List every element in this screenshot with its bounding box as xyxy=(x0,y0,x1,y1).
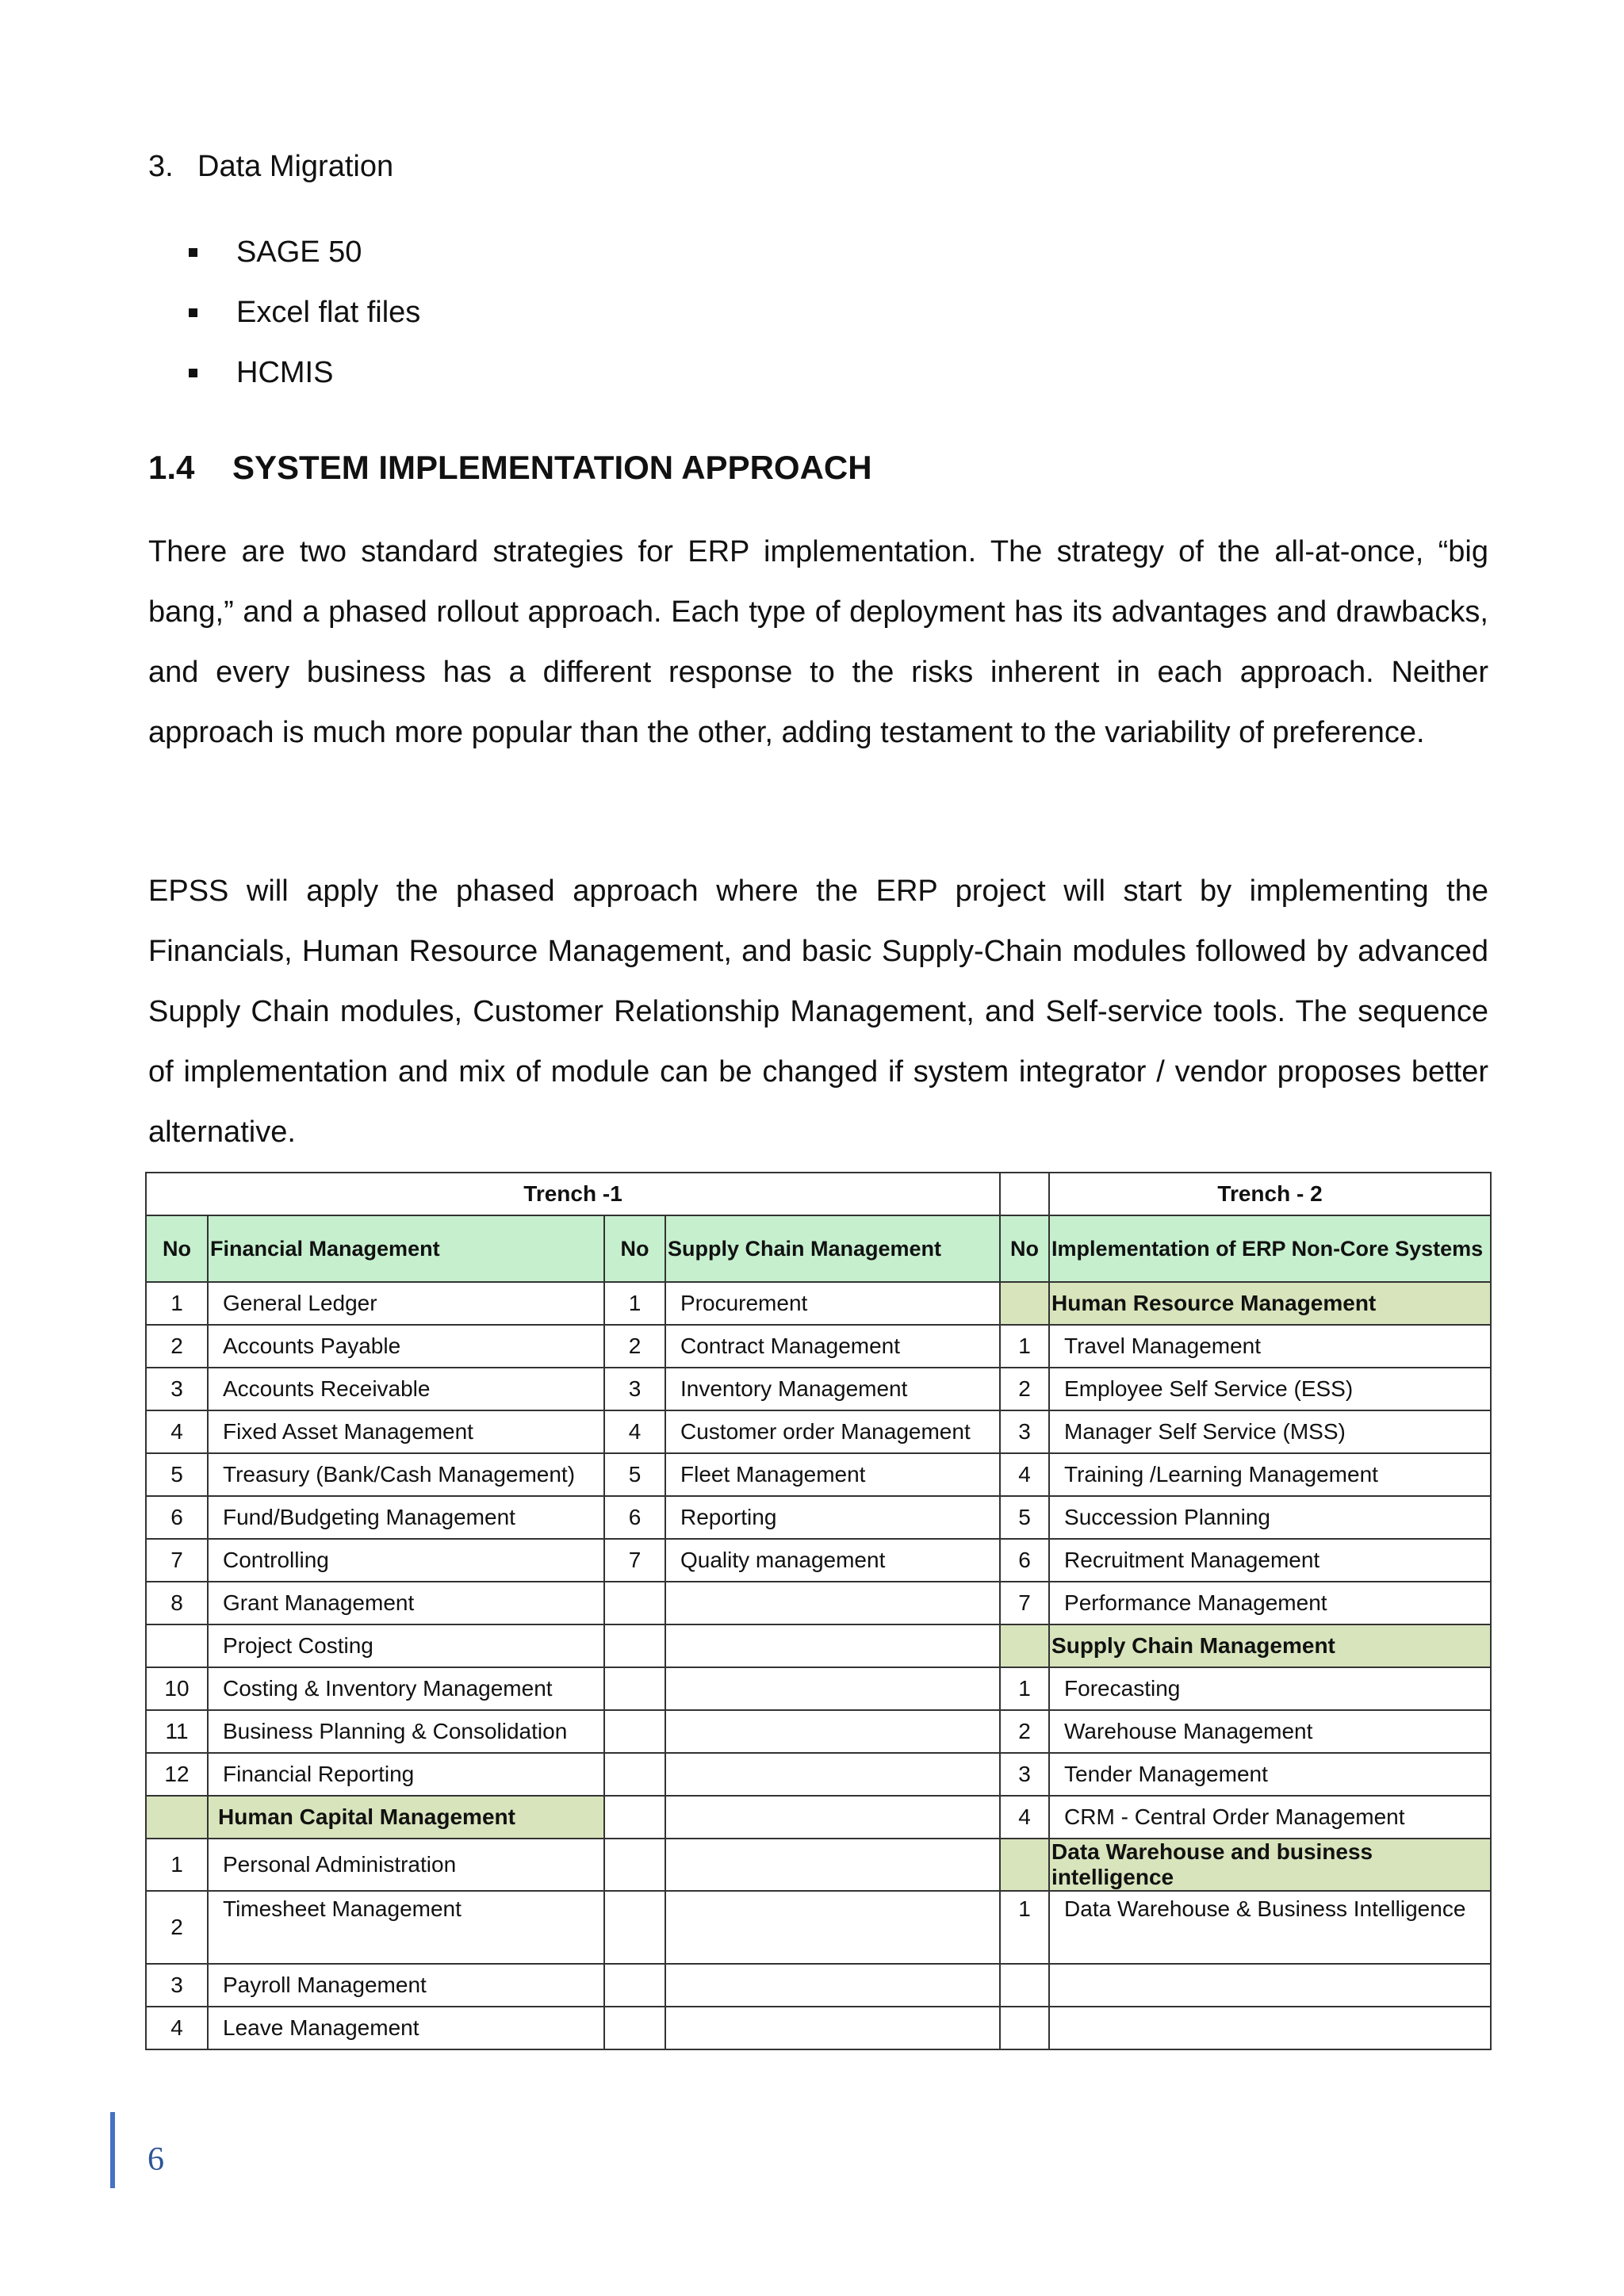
no-header: No xyxy=(146,1215,208,1282)
table-row xyxy=(146,1325,1491,1368)
financial-item: Accounts Payable xyxy=(208,1325,604,1368)
financial-number xyxy=(146,1624,208,1667)
supply-item xyxy=(665,1582,1000,1624)
noncore-number: 2 xyxy=(1000,1368,1049,1410)
noncore-item: Supply Chain Management xyxy=(1049,1624,1491,1667)
supply-item xyxy=(665,1891,1000,1964)
table-row xyxy=(146,1368,1491,1410)
table-row xyxy=(146,1796,1491,1839)
noncore-number xyxy=(1000,1839,1049,1891)
supply-item xyxy=(665,1667,1000,1710)
noncore-item: Human Resource Management xyxy=(1049,1282,1491,1325)
supply-item xyxy=(665,2007,1000,2049)
financial-number: 3 xyxy=(146,1964,208,2007)
financial-number: 10 xyxy=(146,1667,208,1710)
supply-item xyxy=(665,1624,1000,1667)
bullet-list xyxy=(189,222,420,403)
noncore-number: 6 xyxy=(1000,1539,1049,1582)
table-row xyxy=(146,1410,1491,1453)
noncore-item: Employee Self Service (ESS) xyxy=(1049,1368,1491,1410)
supply-item: Fleet Management xyxy=(665,1453,1000,1496)
financial-item: Fixed Asset Management xyxy=(208,1410,604,1453)
table-row xyxy=(146,1496,1491,1539)
bullet-item: SAGE 50 xyxy=(189,222,420,282)
table-row xyxy=(146,1453,1491,1496)
supply-item xyxy=(665,1839,1000,1891)
section-heading xyxy=(148,444,872,492)
noncore-item: Training /Learning Management xyxy=(1049,1453,1491,1496)
financial-item: Controlling xyxy=(208,1539,604,1582)
supply-number xyxy=(604,1624,665,1667)
financial-item: Grant Management xyxy=(208,1582,604,1624)
noncore-number xyxy=(1000,1964,1049,2007)
noncore-number xyxy=(1000,1282,1049,1325)
supply-number xyxy=(604,1582,665,1624)
noncore-item: CRM - Central Order Management xyxy=(1049,1796,1491,1839)
non-core-systems-header: Implementation of ERP Non-Core Systems xyxy=(1049,1215,1491,1282)
supply-item: Inventory Management xyxy=(665,1368,1000,1410)
noncore-item: Recruitment Management xyxy=(1049,1539,1491,1582)
page-number: 6 xyxy=(147,2141,164,2178)
financial-item: Fund/Budgeting Management xyxy=(208,1496,604,1539)
no-header: No xyxy=(1000,1215,1049,1282)
supply-item: Customer order Management xyxy=(665,1410,1000,1453)
no-header: No xyxy=(604,1215,665,1282)
noncore-item: Succession Planning xyxy=(1049,1496,1491,1539)
financial-number: 1 xyxy=(146,1839,208,1891)
supply-chain-header: Supply Chain Management xyxy=(665,1215,1000,1282)
supply-number xyxy=(604,1753,665,1796)
noncore-item xyxy=(1049,2007,1491,2049)
noncore-number: 1 xyxy=(1000,1667,1049,1710)
financial-number: 11 xyxy=(146,1710,208,1753)
supply-number xyxy=(604,1891,665,1964)
trench-1-header: Trench -1 xyxy=(146,1173,1000,1215)
noncore-number: 4 xyxy=(1000,1453,1049,1496)
list-heading-number: 3. xyxy=(148,150,174,183)
noncore-item: Forecasting xyxy=(1049,1667,1491,1710)
financial-number: 3 xyxy=(146,1368,208,1410)
implementation-table xyxy=(145,1172,1492,2050)
financial-item: Timesheet Management xyxy=(208,1891,604,1964)
supply-number: 3 xyxy=(604,1368,665,1410)
table-row xyxy=(146,1753,1491,1796)
noncore-number: 4 xyxy=(1000,1796,1049,1839)
supply-item xyxy=(665,1964,1000,2007)
supply-number xyxy=(604,1964,665,2007)
table-row xyxy=(146,1667,1491,1710)
table-row xyxy=(146,1964,1491,2007)
square-bullet-icon xyxy=(189,248,197,257)
noncore-number xyxy=(1000,2007,1049,2049)
noncore-number: 1 xyxy=(1000,1325,1049,1368)
table-row xyxy=(146,1624,1491,1667)
footer-accent-bar xyxy=(110,2112,115,2188)
financial-number: 8 xyxy=(146,1582,208,1624)
supply-item: Contract Management xyxy=(665,1325,1000,1368)
paragraph-epss-approach: EPSS will apply the phased approach where the ERP project will start by implementing the Financials, Human Resource Management, and basic Supply-Chain modules followed by advanced Supply Chain modules, Customer Relationship Management, and Self-service tools. The sequence of implementation and mix of module can be changed if system integrator / vendor proposes better alternative. xyxy=(148,874,1488,1149)
supply-number: 4 xyxy=(604,1410,665,1453)
financial-item: Leave Management xyxy=(208,2007,604,2049)
square-bullet-icon xyxy=(189,308,197,317)
financial-number: 1 xyxy=(146,1282,208,1325)
noncore-number xyxy=(1000,1624,1049,1667)
supply-number: 2 xyxy=(604,1325,665,1368)
financial-number: 7 xyxy=(146,1539,208,1582)
noncore-number: 3 xyxy=(1000,1753,1049,1796)
trench-row xyxy=(146,1173,1491,1215)
list-heading xyxy=(148,143,393,190)
noncore-item: Performance Management xyxy=(1049,1582,1491,1624)
table-row xyxy=(146,1539,1491,1582)
empty-cell xyxy=(1000,1173,1049,1215)
financial-item: Treasury (Bank/Cash Management) xyxy=(208,1453,604,1496)
noncore-item: Tender Management xyxy=(1049,1753,1491,1796)
supply-number: 7 xyxy=(604,1539,665,1582)
list-heading-title: Data Migration xyxy=(197,150,394,183)
table-row xyxy=(146,1582,1491,1624)
financial-item: Project Costing xyxy=(208,1624,604,1667)
noncore-number: 1 xyxy=(1000,1891,1049,1964)
financial-item: Human Capital Management xyxy=(208,1796,604,1839)
supply-number xyxy=(604,2007,665,2049)
table-row xyxy=(146,1282,1491,1325)
supply-number: 1 xyxy=(604,1282,665,1325)
financial-item: Business Planning & Consolidation xyxy=(208,1710,604,1753)
noncore-item: Data Warehouse & Business Intelligence xyxy=(1049,1891,1491,1964)
supply-item: Procurement xyxy=(665,1282,1000,1325)
noncore-item: Data Warehouse and business intelligence xyxy=(1049,1839,1491,1891)
financial-number: 12 xyxy=(146,1753,208,1796)
table-row xyxy=(146,1891,1491,1964)
financial-item: Financial Reporting xyxy=(208,1753,604,1796)
supply-item xyxy=(665,1753,1000,1796)
bullet-item: HCMIS xyxy=(189,342,420,403)
financial-item: Accounts Receivable xyxy=(208,1368,604,1410)
supply-item: Quality management xyxy=(665,1539,1000,1582)
supply-item: Reporting xyxy=(665,1496,1000,1539)
financial-number xyxy=(146,1796,208,1839)
noncore-number: 5 xyxy=(1000,1496,1049,1539)
noncore-number: 3 xyxy=(1000,1410,1049,1453)
section-title: SYSTEM IMPLEMENTATION APPROACH xyxy=(232,449,872,486)
noncore-item xyxy=(1049,1964,1491,2007)
financial-item: Personal Administration xyxy=(208,1839,604,1891)
financial-number: 2 xyxy=(146,1891,208,1964)
financial-item: General Ledger xyxy=(208,1282,604,1325)
financial-number: 4 xyxy=(146,1410,208,1453)
paragraph-strategies: There are two standard strategies for ERP implementation. The strategy of the all-at-once, “big bang,” and a phased rollout approach. Each type of deployment has its advantages and drawbacks, and every business has a different response to the risks inherent in each approach. Neither approach is much more popular than the other, adding testament to the variability of preference. xyxy=(148,535,1488,749)
trench-2-header: Trench - 2 xyxy=(1049,1173,1491,1215)
financial-number: 2 xyxy=(146,1325,208,1368)
supply-number xyxy=(604,1796,665,1839)
supply-number xyxy=(604,1710,665,1753)
financial-number: 6 xyxy=(146,1496,208,1539)
supply-number: 5 xyxy=(604,1453,665,1496)
supply-number: 6 xyxy=(604,1496,665,1539)
table-row xyxy=(146,2007,1491,2049)
financial-item: Payroll Management xyxy=(208,1964,604,2007)
financial-number: 5 xyxy=(146,1453,208,1496)
supply-item xyxy=(665,1796,1000,1839)
noncore-item: Manager Self Service (MSS) xyxy=(1049,1410,1491,1453)
supply-number xyxy=(604,1667,665,1710)
section-number: 1.4 xyxy=(148,449,195,486)
supply-item xyxy=(665,1710,1000,1753)
financial-item: Costing & Inventory Management xyxy=(208,1667,604,1710)
noncore-number: 7 xyxy=(1000,1582,1049,1624)
table-row xyxy=(146,1710,1491,1753)
noncore-item: Warehouse Management xyxy=(1049,1710,1491,1753)
table-row xyxy=(146,1839,1491,1891)
column-header-row xyxy=(146,1215,1491,1282)
square-bullet-icon xyxy=(189,369,197,377)
bullet-item: Excel flat files xyxy=(189,282,420,342)
financial-number: 4 xyxy=(146,2007,208,2049)
noncore-number: 2 xyxy=(1000,1710,1049,1753)
noncore-item: Travel Management xyxy=(1049,1325,1491,1368)
financial-management-header: Financial Management xyxy=(208,1215,604,1282)
supply-number xyxy=(604,1839,665,1891)
